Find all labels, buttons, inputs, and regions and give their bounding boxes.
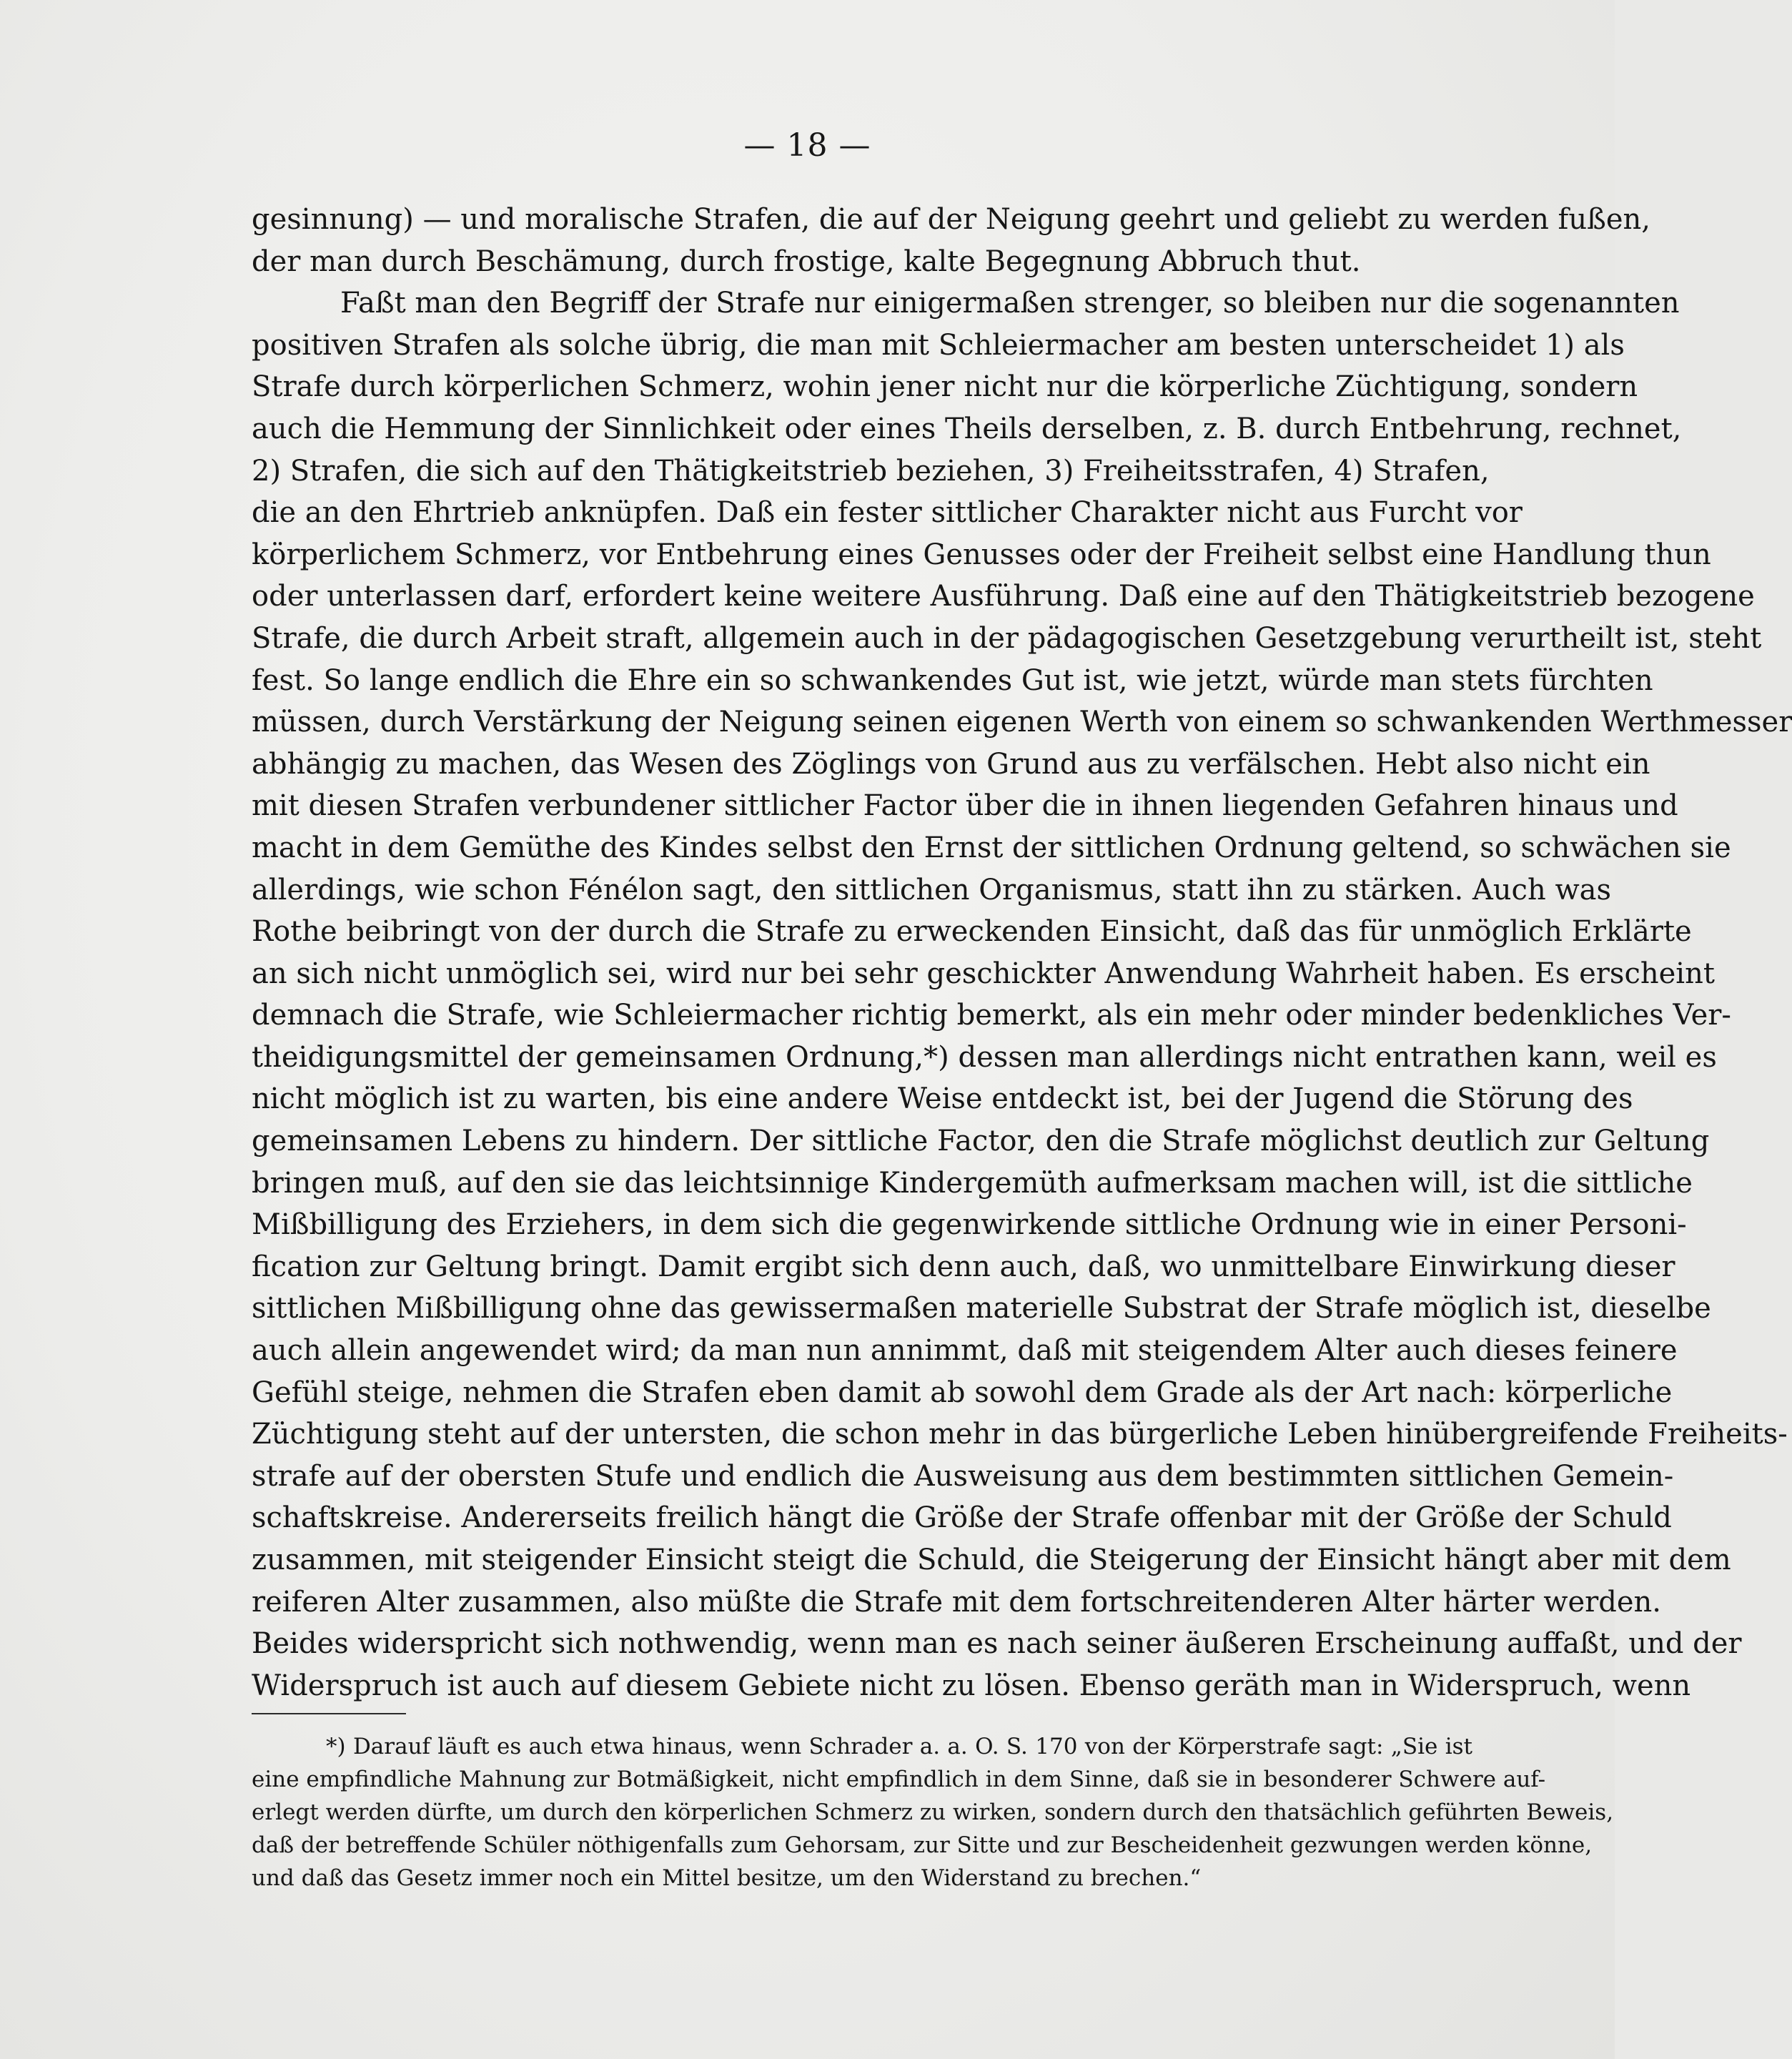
body-line: positiven Strafen als solche übrig, die man mit Schleiermacher am besten unterscheidet 1) als bbox=[252, 328, 1625, 362]
body-line: Gefühl steige, nehmen die Strafen eben damit ab sowohl dem Grade als der Art nach: körperliche bbox=[252, 1376, 1673, 1409]
page-number: — 18 — bbox=[743, 127, 871, 164]
body-line: gemeinsamen Lebens zu hindern. Der sittliche Factor, den die Strafe möglichst deutlich zur Geltung bbox=[252, 1125, 1710, 1158]
footnote bbox=[252, 1730, 1614, 1895]
body-line: Beides widerspricht sich nothwendig, wenn man es nach seiner äußeren Erscheinung auffaßt, und der bbox=[252, 1627, 1742, 1661]
body-line: gesinnung) — und moralische Strafen, die auf der Neigung geehrt und geliebt zu werden fußen, bbox=[252, 203, 1650, 236]
body-line: macht in dem Gemüthe des Kindes selbst den Ernst der sittlichen Ordnung geltend, so schwächen sie bbox=[252, 831, 1731, 864]
body-line: reiferen Alter zusammen, also müßte die Strafe mit dem fortschreitenderen Alter härter werden. bbox=[252, 1585, 1661, 1619]
body-line: Widerspruch ist auch auf diesem Gebiete nicht zu lösen. Ebenso geräth man in Widerspruch, wenn bbox=[252, 1669, 1691, 1702]
body-line: Strafe, die durch Arbeit straft, allgemein auch in der pädagogischen Gesetzgebung verurtheilt ist, steht bbox=[252, 621, 1762, 655]
body-line: Mißbilligung des Erziehers, in dem sich die gegenwirkende sittliche Ordnung wie in einer Personi- bbox=[252, 1208, 1687, 1242]
body-line: körperlichem Schmerz, vor Entbehrung eines Genusses oder der Freiheit selbst eine Handlung thun bbox=[252, 538, 1711, 571]
body-line: abhängig zu machen, das Wesen des Zöglings von Grund aus zu verfälschen. Hebt also nicht ein bbox=[252, 747, 1650, 781]
footnote-line: und daß das Gesetz immer noch ein Mittel besitze, um den Widerstand zu brechen.“ bbox=[252, 1865, 1202, 1891]
body-line: an sich nicht unmöglich sei, wird nur bei sehr geschickter Anwendung Wahrheit haben. Es erscheint bbox=[252, 957, 1715, 990]
body-line: die an den Ehrtrieb anknüpfen. Daß ein fester sittlicher Charakter nicht aus Furcht vor bbox=[252, 496, 1523, 530]
body-line: nicht möglich ist zu warten, bis eine andere Weise entdeckt ist, bei der Jugend die Störung des bbox=[252, 1082, 1633, 1116]
footnote-divider bbox=[252, 1713, 406, 1714]
body-line: fication zur Geltung bringt. Damit ergibt sich denn auch, daß, wo unmittelbare Einwirkung dieser bbox=[252, 1250, 1675, 1283]
body-line: mit diesen Strafen verbundener sittlicher Factor über die in ihnen liegenden Gefahren hinaus und bbox=[252, 789, 1678, 823]
body-line: auch allein angewendet wird; da man nun annimmt, daß mit steigendem Alter auch dieses feinere bbox=[252, 1334, 1678, 1368]
body-line: fest. So lange endlich die Ehre ein so schwankendes Gut ist, wie jetzt, würde man stets fürchten bbox=[252, 663, 1653, 697]
body-line: theidigungsmittel der gemeinsamen Ordnung,*) dessen man allerdings nicht entrathen kann, weil es bbox=[252, 1040, 1717, 1074]
body-line: schaftskreise. Andererseits freilich hängt die Größe der Strafe offenbar mit der Größe der Schuld bbox=[252, 1501, 1672, 1535]
body-line: allerdings, wie schon Fénélon sagt, den sittlichen Organismus, statt ihn zu stärken. Auch was bbox=[252, 873, 1612, 907]
body-line: demnach die Strafe, wie Schleiermacher richtig bemerkt, als ein mehr oder minder bedenkliches Ver- bbox=[252, 999, 1731, 1032]
body-line: strafe auf der obersten Stufe und endlich die Ausweisung aus dem bestimmten sittlichen Gemein- bbox=[252, 1459, 1674, 1493]
footnote-line: eine empfindliche Mahnung zur Botmäßigkeit, nicht empfindlich in dem Sinne, daß sie in besonderer Schwere auf- bbox=[252, 1767, 1546, 1792]
body-line: auch die Hemmung der Sinnlichkeit oder eines Theils derselben, z. B. durch Entbehrung, rechnet, bbox=[252, 412, 1682, 445]
body-line: Rothe beibringt von der durch die Strafe zu erweckenden Einsicht, daß das für unmöglich Erklärte bbox=[252, 915, 1692, 949]
footnote-line: daß der betreffende Schüler nöthigenfalls zum Gehorsam, zur Sitte und zur Bescheidenheit gezwungen werden könne, bbox=[252, 1832, 1593, 1858]
body-line: müssen, durch Verstärkung der Neigung seinen eigenen Werth von einem so schwankenden Werthmesser bbox=[252, 706, 1792, 739]
body-line: Strafe durch körperlichen Schmerz, wohin jener nicht nur die körperliche Züchtigung, sondern bbox=[252, 370, 1638, 404]
body-line: zusammen, mit steigender Einsicht steigt die Schuld, die Steigerung der Einsicht hängt aber mit dem bbox=[252, 1544, 1731, 1576]
body-line: Züchtigung steht auf der untersten, die schon mehr in das bürgerliche Leben hinübergreifende Freiheits- bbox=[252, 1418, 1788, 1451]
footnote-line: *) Darauf läuft es auch etwa hinaus, wenn Schrader a. a. O. S. 170 von der Körperstrafe sagt: „Sie ist bbox=[326, 1734, 1472, 1759]
body-line: oder unterlassen darf, erfordert keine weitere Ausführung. Daß eine auf den Thätigkeitstrieb bezogene bbox=[252, 580, 1755, 613]
body-line: bringen muß, auf den sie das leichtsinnige Kindergemüth aufmerksam machen will, ist die sittliche bbox=[252, 1166, 1693, 1200]
body-line: 2) Strafen, die sich auf den Thätigkeitstrieb beziehen, 3) Freiheitsstrafen, 4) Strafen, bbox=[252, 454, 1490, 488]
body-text bbox=[252, 199, 1792, 1707]
footnote-line: erlegt werden dürfte, um durch den körperlichen Schmerz zu wirken, sondern durch den thatsächlich geführten Beweis, bbox=[252, 1799, 1614, 1825]
body-line: Faßt man den Begriff der Strafe nur einigermaßen strenger, so bleiben nur die sogenannten bbox=[340, 287, 1680, 320]
body-line: sittlichen Mißbilligung ohne das gewissermaßen materielle Substrat der Strafe möglich ist, dieselbe bbox=[252, 1292, 1711, 1325]
body-line: der man durch Beschämung, durch frostige, kalte Begegnung Abbruch thut. bbox=[252, 245, 1361, 278]
